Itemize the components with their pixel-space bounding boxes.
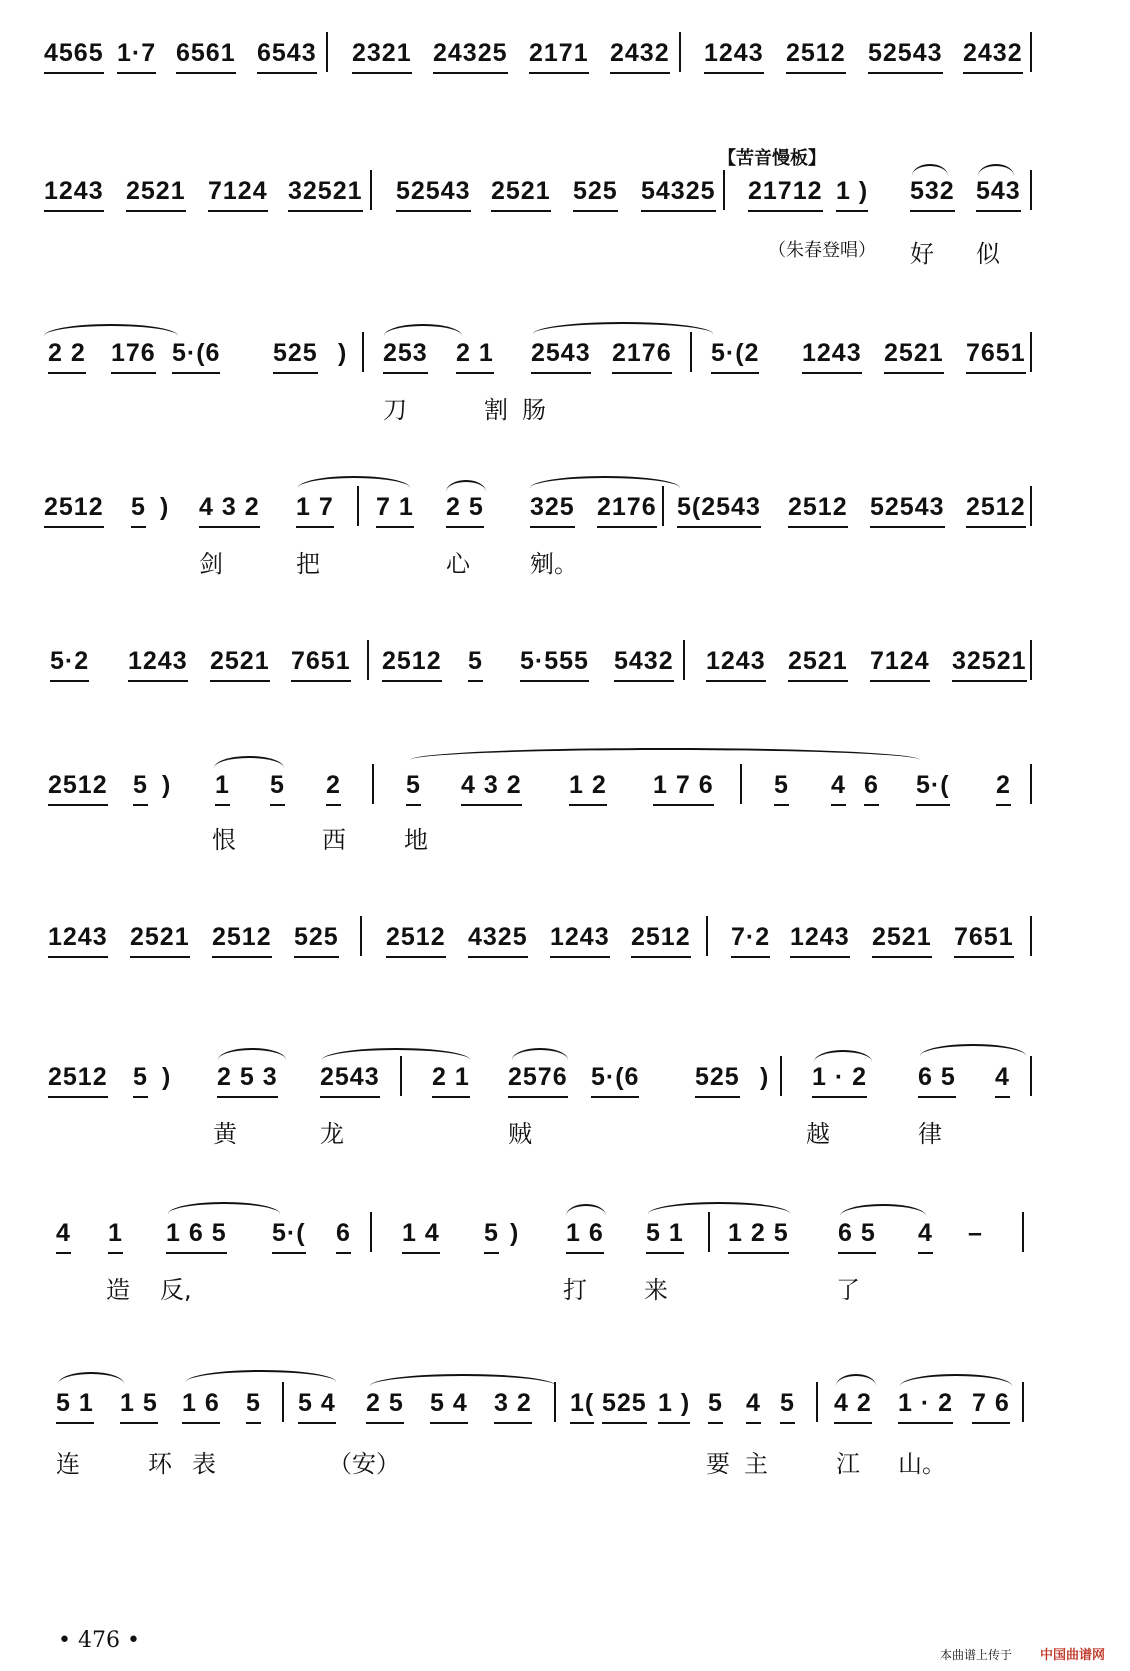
- bar-line: [683, 640, 685, 680]
- note-group: 1243: [44, 177, 104, 205]
- note-group: 2 2: [48, 339, 86, 367]
- note-group: 2: [326, 771, 341, 799]
- note-group: 5·(6: [172, 339, 221, 367]
- lyric-char: 地: [404, 826, 428, 854]
- note-group: 52543: [870, 493, 945, 521]
- bar-line: [740, 764, 742, 804]
- slur: [533, 322, 713, 334]
- lyric-char: 反,: [160, 1276, 192, 1304]
- bar-line: [554, 1382, 556, 1422]
- note-group: 1(: [570, 1389, 595, 1417]
- note-group: 7124: [870, 647, 930, 675]
- slur: [384, 324, 462, 336]
- note-group: 2 5: [446, 493, 484, 521]
- note-group: 4: [831, 771, 846, 799]
- bar-line: [1030, 764, 1032, 804]
- notes-row-2: [0, 176, 1130, 220]
- lyric-char: 来: [644, 1276, 668, 1304]
- lyric-char: 剑: [199, 550, 223, 578]
- note-group: 2521: [872, 923, 932, 951]
- lyric-char: 要主: [706, 1450, 782, 1478]
- lyric-char: 黄: [213, 1120, 237, 1148]
- lyric-char: 山。: [898, 1450, 946, 1478]
- note-group: 5·(6: [591, 1063, 640, 1091]
- note-group: 1 ): [658, 1389, 691, 1417]
- lyric-char: 割肠: [484, 396, 560, 424]
- note-group: 6: [864, 771, 879, 799]
- note-group: ): [510, 1219, 520, 1247]
- slur: [218, 1048, 286, 1060]
- notes-row-9: [0, 1218, 1130, 1262]
- note-group: 2543: [531, 339, 591, 367]
- note-group: 5(2543: [677, 493, 761, 521]
- note-group: 1 2 5: [728, 1219, 789, 1247]
- note-group: 7124: [208, 177, 268, 205]
- note-group: 4 3 2: [199, 493, 260, 521]
- lyric-char: 打: [563, 1276, 587, 1304]
- note-group: 1: [108, 1219, 123, 1247]
- note-group: 5 4: [298, 1389, 336, 1417]
- slur: [814, 1050, 872, 1062]
- lyric-char: 把: [296, 550, 320, 578]
- lyric-char: 似: [976, 240, 1000, 268]
- notes-row-3: [0, 338, 1130, 382]
- notes-row-8: [0, 1062, 1130, 1106]
- note-group: 5·2: [50, 647, 90, 675]
- note-group: 2576: [508, 1063, 568, 1091]
- note-group: 525: [695, 1063, 740, 1091]
- note-group: 52543: [868, 39, 943, 67]
- note-group: 5432: [614, 647, 674, 675]
- note-group: 5: [774, 771, 789, 799]
- note-group: 2512: [48, 771, 108, 799]
- bar-line: [360, 916, 362, 956]
- note-group: 1243: [48, 923, 108, 951]
- note-group: 2176: [612, 339, 672, 367]
- lyric-char: 剜。: [530, 550, 578, 578]
- note-group: 1·7: [117, 39, 157, 67]
- note-group: –: [968, 1219, 983, 1247]
- note-group: 5: [468, 647, 483, 675]
- note-group: 4565: [44, 39, 104, 67]
- lyric-char: （安）: [328, 1450, 400, 1478]
- notes-row-1: [0, 38, 1130, 82]
- notes-row-7: [0, 922, 1130, 966]
- note-group: 532: [910, 177, 955, 205]
- lyrics-row-6: [0, 820, 1130, 856]
- bar-line: [723, 170, 725, 210]
- note-group: 2171: [529, 39, 589, 67]
- note-group: 2512: [382, 647, 442, 675]
- note-group: 7·2: [731, 923, 771, 951]
- note-group: 6561: [176, 39, 236, 67]
- slur: [322, 1048, 470, 1060]
- page-number: • 476 •: [58, 1628, 140, 1653]
- note-group: 6 5: [838, 1219, 876, 1247]
- note-group: 2 1: [432, 1063, 470, 1091]
- note-group: 1243: [802, 339, 862, 367]
- note-group: 5: [131, 493, 146, 521]
- note-group: 1 2: [569, 771, 607, 799]
- note-group: 6: [336, 1219, 351, 1247]
- note-group: 2432: [610, 39, 670, 67]
- note-group: 2521: [130, 923, 190, 951]
- lyric-char: 贼: [508, 1120, 532, 1148]
- slur: [44, 324, 178, 336]
- note-group: 2512: [786, 39, 846, 67]
- note-group: 32521: [288, 177, 363, 205]
- bar-line: [1030, 916, 1032, 956]
- tempo-mark: 【苦音慢板】: [718, 148, 826, 169]
- note-group: 5 1: [646, 1219, 684, 1247]
- bar-line: [1030, 486, 1032, 526]
- notes-row-6: [0, 770, 1130, 814]
- note-group: 4: [918, 1219, 933, 1247]
- note-group: 2432: [963, 39, 1023, 67]
- note-group: 7651: [966, 339, 1026, 367]
- note-group: ): [760, 1063, 770, 1091]
- bar-line: [370, 170, 372, 210]
- singer-note: （朱春登唱）: [768, 240, 876, 261]
- note-group: 2521: [884, 339, 944, 367]
- note-group: ): [162, 1063, 172, 1091]
- note-group: 2176: [597, 493, 657, 521]
- note-group: 253: [383, 339, 428, 367]
- note-group: 4: [746, 1389, 761, 1417]
- bar-line: [372, 764, 374, 804]
- note-group: 5: [133, 771, 148, 799]
- slur: [58, 1372, 124, 1384]
- slur: [912, 164, 948, 176]
- note-group: 2521: [210, 647, 270, 675]
- lyrics-row-2: [0, 234, 1130, 270]
- note-group: 525: [294, 923, 339, 951]
- lyrics-row-8: [0, 1114, 1130, 1150]
- note-group: 4 3 2: [461, 771, 522, 799]
- note-group: 1243: [706, 647, 766, 675]
- note-group: 7651: [291, 647, 351, 675]
- note-group: 5·(: [272, 1219, 306, 1247]
- slur: [298, 476, 410, 488]
- slur: [186, 1370, 336, 1382]
- lyric-char: 越: [806, 1120, 830, 1148]
- lyrics-row-4: [0, 544, 1130, 580]
- lyric-char: 连: [56, 1450, 80, 1478]
- bar-line: [362, 332, 364, 372]
- note-group: 525: [273, 339, 318, 367]
- slur: [900, 1374, 1012, 1386]
- note-group: 2512: [631, 923, 691, 951]
- note-group: 5: [484, 1219, 499, 1247]
- lyric-char: 江: [836, 1450, 860, 1478]
- slur: [530, 476, 680, 488]
- slur: [920, 1044, 1026, 1056]
- note-group: 52543: [396, 177, 471, 205]
- note-group: 2512: [48, 1063, 108, 1091]
- note-group: 2512: [386, 923, 446, 951]
- note-group: 1: [215, 771, 230, 799]
- site-logo[interactable]: 中国曲谱网: [1040, 1648, 1106, 1663]
- note-group: 24325: [433, 39, 508, 67]
- note-group: 7 6: [972, 1389, 1010, 1417]
- note-group: 1 ): [836, 177, 869, 205]
- note-group: 4: [56, 1219, 71, 1247]
- lyric-char: 刀: [383, 396, 407, 424]
- lyrics-row-9: [0, 1270, 1130, 1306]
- slur: [214, 756, 284, 768]
- slur: [168, 1202, 280, 1214]
- bar-line: [1022, 1212, 1024, 1252]
- note-group: 2543: [320, 1063, 380, 1091]
- note-group: 4325: [468, 923, 528, 951]
- note-group: 176: [111, 339, 156, 367]
- lyric-char: 龙: [320, 1120, 344, 1148]
- slur: [978, 164, 1014, 176]
- bar-line: [706, 916, 708, 956]
- lyric-char: 环表: [148, 1450, 236, 1478]
- bar-line: [1030, 332, 1032, 372]
- bar-line: [357, 486, 359, 526]
- bar-line: [1022, 1382, 1024, 1422]
- note-group: 2512: [966, 493, 1026, 521]
- lyric-char: 好: [910, 240, 934, 268]
- note-group: 2321: [352, 39, 412, 67]
- note-group: 2: [996, 771, 1011, 799]
- note-group: 2512: [212, 923, 272, 951]
- note-group: 6 5: [918, 1063, 956, 1091]
- note-group: 2521: [126, 177, 186, 205]
- slur: [566, 1204, 606, 1216]
- note-group: 525: [602, 1389, 647, 1417]
- note-group: 2521: [491, 177, 551, 205]
- note-group: 5·(: [916, 771, 950, 799]
- lyric-char: 心: [446, 550, 470, 578]
- note-group: 5: [246, 1389, 261, 1417]
- upload-credit: 本曲谱上传于: [940, 1648, 1013, 1662]
- note-group: 1243: [550, 923, 610, 951]
- note-group: ): [160, 493, 170, 521]
- note-group: 5: [780, 1389, 795, 1417]
- note-group: 6543: [257, 39, 317, 67]
- bar-line: [367, 640, 369, 680]
- note-group: 525: [573, 177, 618, 205]
- note-group: 1 7: [296, 493, 334, 521]
- note-group: 5: [270, 771, 285, 799]
- note-group: 54325: [641, 177, 716, 205]
- note-group: 32521: [952, 647, 1027, 675]
- note-group: 3 2: [494, 1389, 532, 1417]
- note-group: 2 5 3: [217, 1063, 278, 1091]
- note-group: 1 6: [182, 1389, 220, 1417]
- slur: [370, 1374, 556, 1386]
- slur: [648, 1202, 790, 1214]
- note-group: 2 1: [456, 339, 494, 367]
- note-group: 5·(2: [711, 339, 760, 367]
- lyric-char: 造: [106, 1276, 130, 1304]
- note-group: 1243: [128, 647, 188, 675]
- lyric-char: 恨: [212, 826, 236, 854]
- note-group: 4 2: [834, 1389, 872, 1417]
- notes-row-5: [0, 646, 1130, 690]
- lyrics-row-3: [0, 390, 1130, 426]
- note-group: ): [338, 339, 348, 367]
- note-group: 1 · 2: [898, 1389, 954, 1417]
- note-group: 1243: [790, 923, 850, 951]
- bar-line: [1030, 32, 1032, 72]
- slur: [836, 1374, 876, 1386]
- note-group: 5 4: [430, 1389, 468, 1417]
- note-group: 2512: [788, 493, 848, 521]
- note-group: 1 6: [566, 1219, 604, 1247]
- note-group: 2512: [44, 493, 104, 521]
- note-group: 7 1: [376, 493, 414, 521]
- note-group: 7651: [954, 923, 1014, 951]
- lyrics-row-10: [0, 1444, 1130, 1480]
- note-group: 5·555: [520, 647, 589, 675]
- note-group: 5: [708, 1389, 723, 1417]
- slur: [410, 748, 920, 760]
- bar-line: [326, 32, 328, 72]
- note-group: 5: [406, 771, 421, 799]
- slur: [512, 1048, 568, 1060]
- bar-line: [1030, 640, 1032, 680]
- note-group: 4: [995, 1063, 1010, 1091]
- bar-line: [662, 486, 664, 526]
- lyric-char: 西: [322, 826, 346, 854]
- note-group: 1 7 6: [653, 771, 714, 799]
- note-group: 1 · 2: [812, 1063, 868, 1091]
- note-group: 21712: [748, 177, 823, 205]
- note-group: 1 6 5: [166, 1219, 227, 1247]
- lyric-char: 了: [836, 1276, 860, 1304]
- note-group: 2521: [788, 647, 848, 675]
- notes-row-10: [0, 1388, 1130, 1432]
- note-group: 543: [976, 177, 1021, 205]
- bar-line: [370, 1212, 372, 1252]
- bar-line: [780, 1056, 782, 1096]
- lyric-char: 律: [918, 1120, 942, 1148]
- bar-line: [816, 1382, 818, 1422]
- note-group: 2 5: [366, 1389, 404, 1417]
- note-group: 5: [133, 1063, 148, 1091]
- bar-line: [679, 32, 681, 72]
- slur: [446, 480, 486, 492]
- bar-line: [708, 1212, 710, 1252]
- bar-line: [282, 1382, 284, 1422]
- bar-line: [400, 1056, 402, 1096]
- note-group: ): [162, 771, 172, 799]
- notes-row-4: [0, 492, 1130, 536]
- note-group: 1243: [704, 39, 764, 67]
- note-group: 325: [530, 493, 575, 521]
- note-group: 1 4: [402, 1219, 440, 1247]
- note-group: 5 1: [56, 1389, 94, 1417]
- bar-line: [690, 332, 692, 372]
- slur: [840, 1204, 926, 1216]
- bar-line: [1030, 170, 1032, 210]
- bar-line: [1030, 1056, 1032, 1096]
- note-group: 1 5: [120, 1389, 158, 1417]
